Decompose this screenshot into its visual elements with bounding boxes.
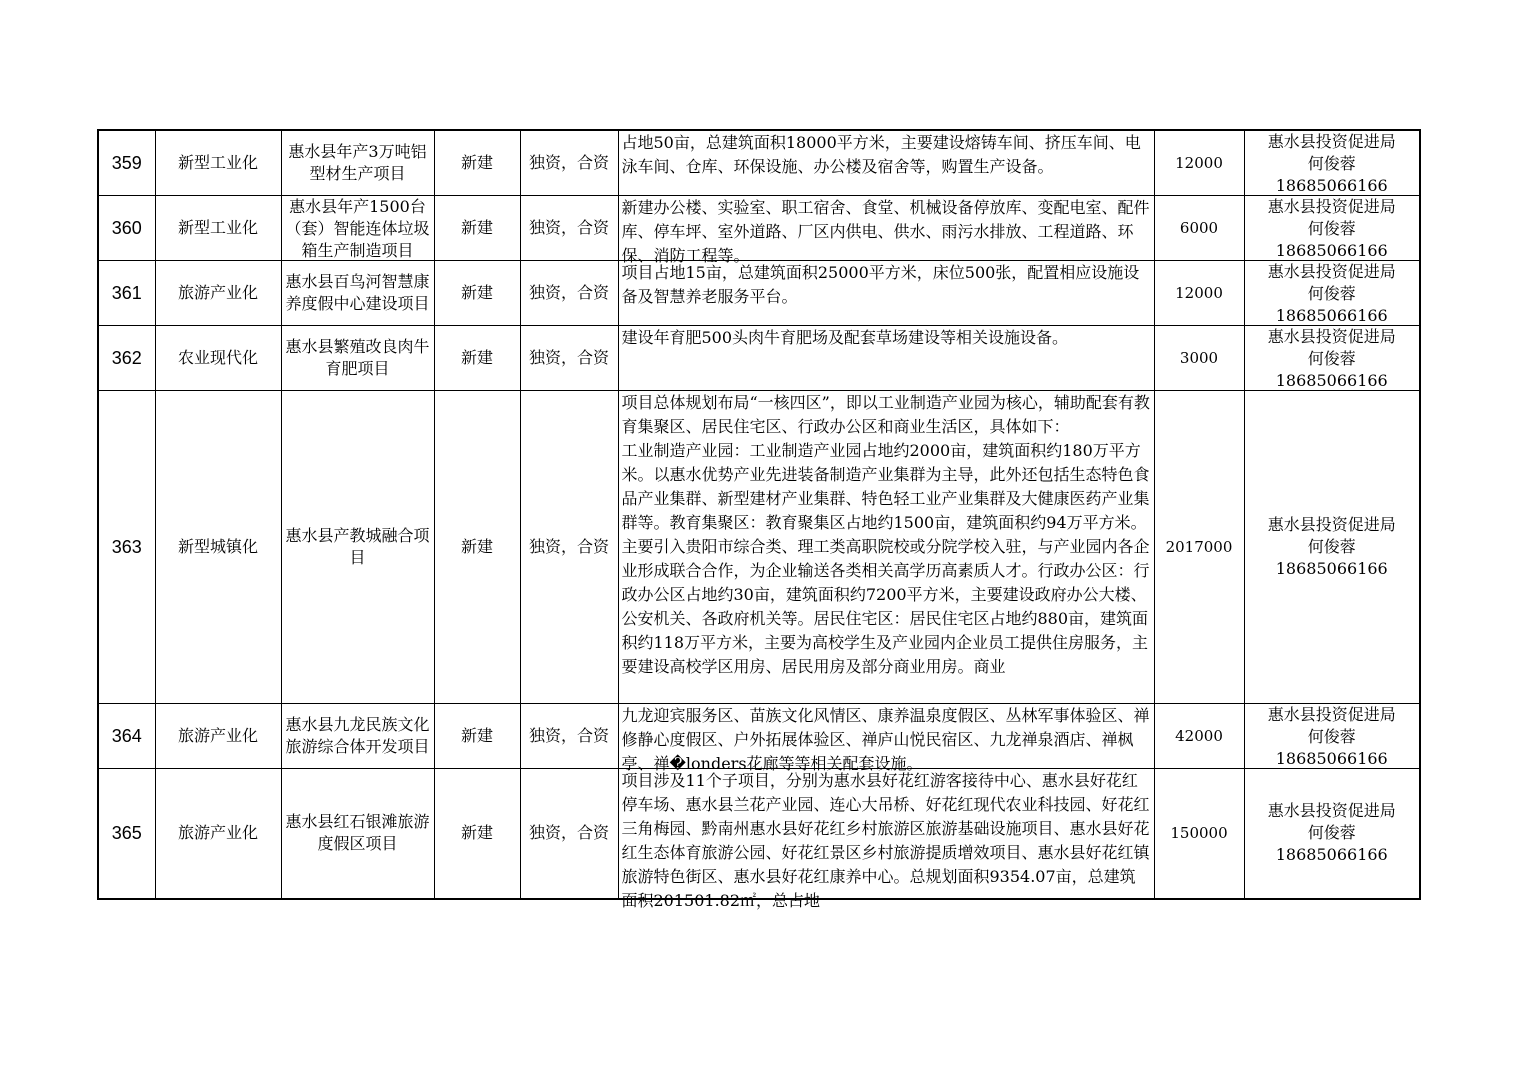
table-row — [98, 703, 1420, 768]
contact-phone: 18685066166 — [1275, 176, 1388, 196]
row-build-type — [434, 130, 520, 195]
row-category-text: 旅游产业化 — [177, 282, 258, 302]
row-description — [618, 390, 1154, 703]
row-category-text: 新型城镇化 — [177, 536, 258, 556]
row-amount-text: 2017000 — [1165, 537, 1233, 556]
row-amount-text: 150000 — [1170, 824, 1228, 843]
contact-person: 何俊蓉 — [1307, 823, 1356, 843]
row-investment-mode-text: 独资，合资 — [528, 347, 609, 367]
row-description — [618, 260, 1154, 325]
row-number — [98, 195, 155, 260]
contact-person: 何俊蓉 — [1307, 284, 1356, 303]
row-category — [155, 390, 281, 703]
row-investment-mode-text: 独资，合资 — [528, 823, 609, 843]
row-build-type — [434, 390, 520, 703]
row-build-type-text: 新建 — [460, 823, 493, 843]
contact-phone: 18685066166 — [1275, 306, 1388, 325]
row-amount — [1154, 703, 1244, 768]
row-number — [98, 768, 155, 899]
row-amount — [1154, 260, 1244, 325]
row-description-text: 项目总体规划布局“一核四区”，即以工业制造产业园为核心，辅助配套有教育集聚区、居民住宅区、行政办公区和商业生活区，具体如下： — [621, 392, 1150, 436]
table-row — [98, 260, 1420, 325]
row-number-text: 361 — [111, 282, 142, 303]
contact-person: 何俊蓉 — [1307, 219, 1356, 238]
row-investment-mode-text: 独资，合资 — [528, 282, 609, 302]
contact-org: 惠水县投资促进局 — [1267, 327, 1396, 346]
row-build-type — [434, 768, 520, 899]
row-number-text: 359 — [111, 152, 142, 173]
row-description — [618, 703, 1154, 773]
row-description — [618, 195, 1154, 265]
row-amount-text: 6000 — [1179, 218, 1219, 237]
row-category-text: 新型工业化 — [177, 217, 258, 237]
row-build-type-text: 新建 — [460, 347, 493, 367]
row-description — [618, 130, 1154, 195]
contact-org: 惠水县投资促进局 — [1267, 132, 1396, 152]
row-investment-mode — [520, 390, 618, 703]
row-category-text: 旅游产业化 — [177, 725, 258, 745]
row-contact — [1244, 130, 1420, 195]
row-investment-mode — [520, 130, 618, 195]
row-project-name-text: 惠水县年产1500台（套）智能连体垃圾箱生产制造项目 — [285, 197, 430, 260]
contact-person: 何俊蓉 — [1307, 536, 1356, 556]
row-investment-mode-text: 独资，合资 — [528, 536, 609, 556]
row-contact — [1244, 260, 1420, 325]
contact-org: 惠水县投资促进局 — [1267, 262, 1396, 281]
row-build-type — [434, 195, 520, 260]
row-category-text: 新型工业化 — [177, 152, 258, 172]
row-category — [155, 325, 281, 390]
row-investment-mode — [520, 703, 618, 768]
row-build-type — [434, 325, 520, 390]
row-build-type — [434, 703, 520, 768]
row-number — [98, 260, 155, 325]
contact-phone: 18685066166 — [1275, 371, 1388, 390]
row-contact — [1244, 195, 1420, 260]
contact-phone: 18685066166 — [1275, 749, 1388, 768]
row-project-name-text: 惠水县繁殖改良肉牛育肥项目 — [285, 336, 430, 378]
row-amount-text: 12000 — [1175, 153, 1223, 172]
row-category-text: 旅游产业化 — [177, 823, 258, 843]
row-investment-mode — [520, 195, 618, 260]
contact-org: 惠水县投资促进局 — [1267, 801, 1396, 821]
row-project-name — [281, 260, 434, 325]
row-number — [98, 703, 155, 768]
row-contact — [1244, 325, 1420, 390]
row-build-type-text: 新建 — [460, 282, 493, 302]
row-project-name-text: 惠水县产教城融合项目 — [285, 525, 430, 567]
row-description — [618, 325, 1154, 390]
row-description-text: 新建办公楼、实验室、职工宿舍、食堂、机械设备停放库、变配电室、配件库、停车坪、室外道路、厂区内供电、供水、雨污水排放、工程道路、环保、消防工程等。 — [621, 197, 1150, 265]
row-description-text: 九龙迎宾服务区、苗族文化风情区、康养温泉度假区、丛林军事体验区、禅修静心度假区、户外拓展体验区、禅庐山悦民宿区、九龙禅泉酒店、禅枫亭、禅�londers花廊等等相关配套设施。 — [621, 705, 1150, 773]
row-category — [155, 195, 281, 260]
row-build-type — [434, 260, 520, 325]
row-contact — [1244, 390, 1420, 703]
contact-org: 惠水县投资促进局 — [1267, 514, 1396, 534]
row-investment-mode — [520, 260, 618, 325]
row-description-text: 项目占地15亩，总建筑面积25000平方米，床位500张，配置相应设施设备及智慧养老服务平台。 — [621, 262, 1140, 306]
row-category — [155, 768, 281, 899]
row-number-text: 363 — [111, 536, 142, 557]
row-number-text: 365 — [111, 823, 142, 844]
contact-org: 惠水县投资促进局 — [1267, 197, 1396, 216]
row-category-text: 农业现代化 — [177, 347, 258, 367]
row-investment-mode-text: 独资，合资 — [528, 152, 609, 172]
contact-phone: 18685066166 — [1275, 241, 1388, 260]
row-investment-mode-text: 独资，合资 — [528, 725, 609, 745]
row-category — [155, 130, 281, 195]
row-description — [618, 768, 1154, 910]
table-row — [98, 768, 1420, 899]
row-build-type-text: 新建 — [460, 536, 493, 556]
contact-person: 何俊蓉 — [1307, 349, 1356, 368]
row-project-name — [281, 768, 434, 899]
row-number — [98, 390, 155, 703]
contact-org: 惠水县投资促进局 — [1267, 705, 1396, 724]
row-project-name — [281, 195, 434, 260]
row-amount — [1154, 195, 1244, 260]
row-contact — [1244, 703, 1420, 768]
row-project-name — [281, 390, 434, 703]
row-amount — [1154, 325, 1244, 390]
row-contact — [1244, 768, 1420, 899]
row-project-name-text: 惠水县百鸟河智慧康养度假中心建设项目 — [285, 271, 430, 313]
row-amount-text: 3000 — [1179, 348, 1219, 367]
row-description-text: 项目涉及11个子项目，分别为惠水县好花红游客接待中心、惠水县好花红停车场、惠水县兰花产业园、连心大吊桥、好花红现代农业科技园、好花红三角梅园、黔南州惠水县好花红乡村旅游区旅游基础设施项目、惠水县好花红生态体育旅游公园、好花红景区乡村旅游提质增效项目、惠水县好花红镇旅游特色街区、惠水县好花红康养中心。总规划面积9354.07亩，总建筑面积201501.82㎡，总占地 — [621, 770, 1150, 910]
table-row — [98, 195, 1420, 260]
row-project-name — [281, 703, 434, 768]
row-amount — [1154, 130, 1244, 195]
row-investment-mode — [520, 768, 618, 899]
table-row — [98, 325, 1420, 390]
contact-person: 何俊蓉 — [1307, 154, 1356, 174]
row-amount — [1154, 768, 1244, 899]
row-number-text: 360 — [111, 217, 142, 238]
row-project-name — [281, 325, 434, 390]
row-number — [98, 325, 155, 390]
row-build-type-text: 新建 — [460, 217, 493, 237]
row-investment-mode — [520, 325, 618, 390]
project-table — [97, 129, 1421, 910]
row-amount — [1154, 390, 1244, 703]
contact-phone: 18685066166 — [1275, 558, 1388, 578]
row-amount-text: 42000 — [1175, 726, 1223, 745]
row-number-text: 362 — [111, 347, 142, 368]
table-row — [98, 390, 1420, 703]
contact-person: 何俊蓉 — [1307, 727, 1356, 746]
row-build-type-text: 新建 — [460, 725, 493, 745]
table-row — [98, 130, 1420, 195]
row-amount-text: 12000 — [1175, 283, 1223, 302]
row-number-text: 364 — [111, 725, 142, 746]
row-investment-mode-text: 独资，合资 — [528, 217, 609, 237]
row-description-text: 建设年育肥500头肉牛育肥场及配套草场建设等相关设施设备。 — [621, 327, 1069, 347]
row-build-type-text: 新建 — [460, 152, 493, 172]
contact-phone: 18685066166 — [1275, 845, 1388, 865]
row-category — [155, 703, 281, 768]
row-project-name-text: 惠水县年产3万吨铝型材生产项目 — [288, 141, 427, 183]
row-number — [98, 130, 155, 195]
row-category — [155, 260, 281, 325]
row-project-name-text: 惠水县红石银滩旅游度假区项目 — [285, 812, 430, 854]
row-project-name — [281, 130, 434, 195]
row-project-name-text: 惠水县九龙民族文化旅游综合体开发项目 — [285, 714, 430, 756]
row-description-text: 占地50亩，总建筑面积18000平方米，主要建设熔铸车间、挤压车间、电泳车间、仓库、环保设施、办公楼及宿舍等，购置生产设备。 — [621, 133, 1141, 176]
row-description-text-detail: 工业制造产业园：工业制造产业园占地约2000亩，建筑面积约180万平方米。以惠水优势产业先进装备制造产业集群为主导，此外还包括生态特色食品产业集群、新型建材产业集群、特色轻工业产业集群及大健康医药产业集群等。教育集聚区：教育聚集区占地约1500亩，建筑面积约94万平方米。主要引入贵阳市综合类、理工类高职院校或分院学校入驻，与产业园内各企业形成联合合作，为企业输送各类相关高学历高素质人才。行政办公区：行政办公区占地约30亩，建筑面积约7200平方米，主要建设政府办公大楼、公安机关、各政府机关等。居民住宅区：居民住宅区占地约880亩，建筑面积约118万平方米，主要为高校学生及产业园内企业员工提供住房服务，主要建设高校学区用房、居民用房及部分商业用房。商业 — [621, 440, 1150, 676]
